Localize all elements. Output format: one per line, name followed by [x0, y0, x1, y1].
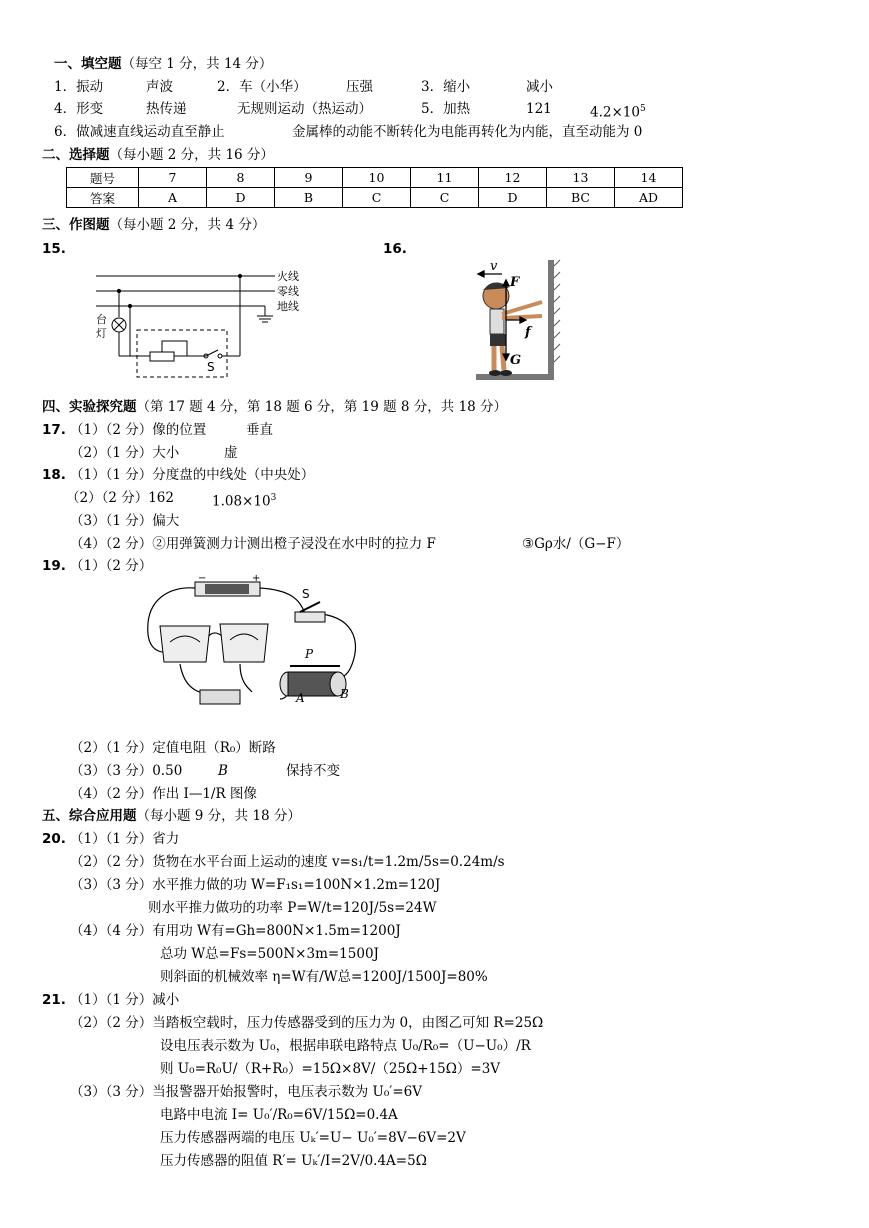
label-A: A	[296, 691, 305, 705]
answer-text: （3）（1 分）偏大	[70, 513, 180, 529]
table-cell: 9	[275, 168, 343, 188]
question-number: 17.	[42, 422, 66, 438]
answer-text: （2）（1 分）定值电阻（R₀）断路	[70, 740, 276, 756]
answer-text: （3）（3 分）水平推力做的功 W=F₁s₁=100N×1.2m=120J	[70, 877, 441, 893]
answer-text: 虚	[224, 445, 238, 461]
table-cell: 8	[207, 168, 275, 188]
table-cell: 14	[615, 168, 683, 188]
answer-text: 金属棒的动能不断转化为电能再转化为内能，直至动能为 0	[292, 124, 643, 140]
fixed-resistor	[200, 690, 240, 704]
section-heading: 五、综合应用题	[42, 808, 137, 824]
value-exponent: 5	[639, 104, 646, 114]
answer-text: 减小	[526, 79, 553, 95]
question-number: 20.	[42, 831, 66, 847]
section-2-title	[42, 146, 274, 164]
label-plus: +	[252, 574, 261, 584]
force-diagram-16	[472, 256, 562, 384]
table-header-cell: 题号	[67, 168, 139, 188]
answer-text: （2）（2 分）货物在水平台面上运动的速度 v=s₁/t=1.2m/5s=0.24m/s	[70, 854, 505, 870]
table-cell: 13	[547, 168, 615, 188]
answer-table	[66, 167, 683, 208]
section-heading: 一、填空题	[54, 56, 122, 72]
section-heading: 四、实验探究题	[42, 399, 137, 415]
answer-text: （4）（4 分）有用功 W有=Gh=800N×1.5m=1200J	[70, 923, 401, 939]
question-number: 15.	[42, 241, 66, 257]
label-live: 火线	[277, 270, 299, 283]
answer-text: （1）（2 分）像的位置	[70, 422, 207, 438]
answer-text: （4）（2 分）作出 I—1/R 图像	[70, 786, 257, 802]
table-cell: C	[343, 188, 411, 208]
value-exponent: 3	[270, 493, 277, 503]
floor	[476, 374, 554, 380]
table-cell: AD	[615, 188, 683, 208]
section-3-title	[42, 216, 265, 234]
answer-text: （4）（2 分）②用弹簧测力计测出橙子浸没在水中时的拉力 F	[70, 536, 436, 552]
answer-text: （1）（2 分）	[70, 558, 153, 574]
section-note: （每小题 2 分，共 4 分）	[109, 217, 266, 233]
section-4-title	[42, 398, 507, 416]
value-base: 4.2×10	[590, 104, 640, 121]
battery-cell	[205, 584, 249, 594]
table-row	[67, 168, 683, 188]
answer-text: 4．形变	[54, 101, 104, 117]
section-heading: 二、选择题	[42, 147, 110, 163]
label-lamp-1: 台	[96, 313, 107, 326]
answer-text: 6．做减速直线运动直至静止	[54, 124, 225, 140]
table-cell: 11	[411, 168, 479, 188]
section-1-title	[54, 55, 272, 73]
label-f: f	[525, 325, 531, 340]
answer-text: 则斜面的机械效率 η=W有/W总=1200J/1500J=80%	[160, 969, 488, 985]
voltmeter	[220, 624, 268, 662]
question-number: 16.	[383, 241, 407, 257]
switch-base	[295, 612, 325, 622]
answer-text: 无规则运动（热运动）	[237, 101, 372, 117]
answer-text: 压力传感器的阻值 R′= Uₖ′/I=2V/0.4A=5Ω	[160, 1153, 427, 1169]
value-base: 1.08×10	[212, 493, 271, 510]
section-note: （每空 1 分，共 14 分）	[121, 56, 273, 72]
answer-text: （1）（1 分）减小	[70, 992, 180, 1008]
answer-text: 设电压表示数为 U₀，根据串联电路特点 U₀/R₀=（U−U₀）/R	[160, 1038, 531, 1054]
answer-text: 总功 W总=Fs=500N×3m=1500J	[160, 946, 379, 962]
answer-text: （1）（1 分）分度盘的中线处（中央处）	[70, 467, 315, 483]
answer-text: 压力传感器两端的电压 Uₖ′=U− U₀′=8V−6V=2V	[160, 1130, 466, 1146]
answer-text	[212, 489, 276, 511]
answer-text: （1）（1 分）省力	[70, 831, 180, 847]
table-row	[67, 188, 683, 208]
answer-text: 声波	[146, 79, 173, 95]
section-note: （第 17 题 4 分，第 18 题 6 分，第 19 题 8 分，共 18 分）	[136, 399, 508, 415]
answer-text: （3）（3 分）当报警器开始报警时，电压表示数为 U₀′=6V	[70, 1084, 423, 1100]
switch-lever	[300, 602, 320, 612]
label-lamp-2: 灯	[96, 327, 107, 340]
boy-shoe	[500, 370, 512, 376]
label-G: G	[510, 353, 522, 368]
table-cell: 12	[479, 168, 547, 188]
answer-text: 垂直	[246, 422, 273, 438]
table-header-cell: 答案	[67, 188, 139, 208]
answer-text: （2）（1 分）大小	[70, 445, 180, 461]
answer-text: B	[218, 763, 228, 779]
label-S: S	[302, 587, 310, 601]
table-cell: D	[207, 188, 275, 208]
ammeter	[160, 626, 210, 662]
wall	[548, 260, 554, 380]
label-P: P	[305, 647, 314, 661]
circuit-photo-19	[140, 574, 370, 719]
table-cell: A	[139, 188, 207, 208]
boy-shoe	[489, 370, 501, 376]
boy-shorts	[490, 334, 506, 346]
answer-text: 热传递	[146, 101, 187, 117]
answer-text: 压强	[346, 79, 373, 95]
answer-text: （2）（2 分）162	[66, 490, 174, 506]
answer-text: 3．缩小	[421, 79, 471, 95]
table-cell: C	[411, 188, 479, 208]
label-switch: S	[207, 360, 215, 374]
answer-text: 2．车（小华）	[217, 79, 307, 95]
table-cell: 10	[343, 168, 411, 188]
answer-text: （2）（2 分）当踏板空载时，压力传感器受到的压力为 0，由图乙可知 R=25Ω	[70, 1015, 544, 1031]
answer-text: 电路中电流 I= U₀′/R₀=6V/15Ω=0.4A	[160, 1107, 398, 1123]
answer-text: 则水平推力做功的功率 P=W/t=120J/5s=24W	[148, 900, 437, 916]
table-cell: BC	[547, 188, 615, 208]
label-neutral: 零线	[277, 285, 299, 298]
label-minus: −	[198, 574, 207, 584]
answer-text: 1．振动	[54, 79, 104, 95]
table-cell: D	[479, 188, 547, 208]
answer-text: 121	[526, 101, 552, 117]
answer-text: ③Gρ水/（G−F）	[522, 536, 630, 552]
table-cell: 7	[139, 168, 207, 188]
section-heading: 三、作图题	[42, 217, 110, 233]
boy-arm	[502, 302, 542, 314]
table-cell: B	[275, 188, 343, 208]
answer-text: 保持不变	[286, 763, 340, 779]
label-v: v	[490, 259, 498, 274]
question-number: 19.	[42, 558, 66, 574]
section-note: （每小题 2 分，共 16 分）	[109, 147, 274, 163]
boy-leg	[502, 346, 504, 370]
answer-text: （3）（3 分）0.50	[70, 763, 183, 779]
section-5-title	[42, 807, 301, 825]
question-number: 18.	[42, 467, 66, 483]
circuit-diagram-15	[90, 264, 320, 384]
label-F: F	[510, 275, 520, 290]
answer-text: 5．加热	[421, 101, 471, 117]
answer-text: 则 U₀=R₀U/（R+R₀）=15Ω×8V/（25Ω+15Ω）=3V	[160, 1061, 501, 1077]
label-B: B	[340, 687, 349, 701]
question-number: 21.	[42, 992, 66, 1008]
section-note: （每小题 9 分，共 18 分）	[136, 808, 301, 824]
answer-text	[590, 100, 646, 122]
label-ground: 地线	[277, 300, 299, 313]
